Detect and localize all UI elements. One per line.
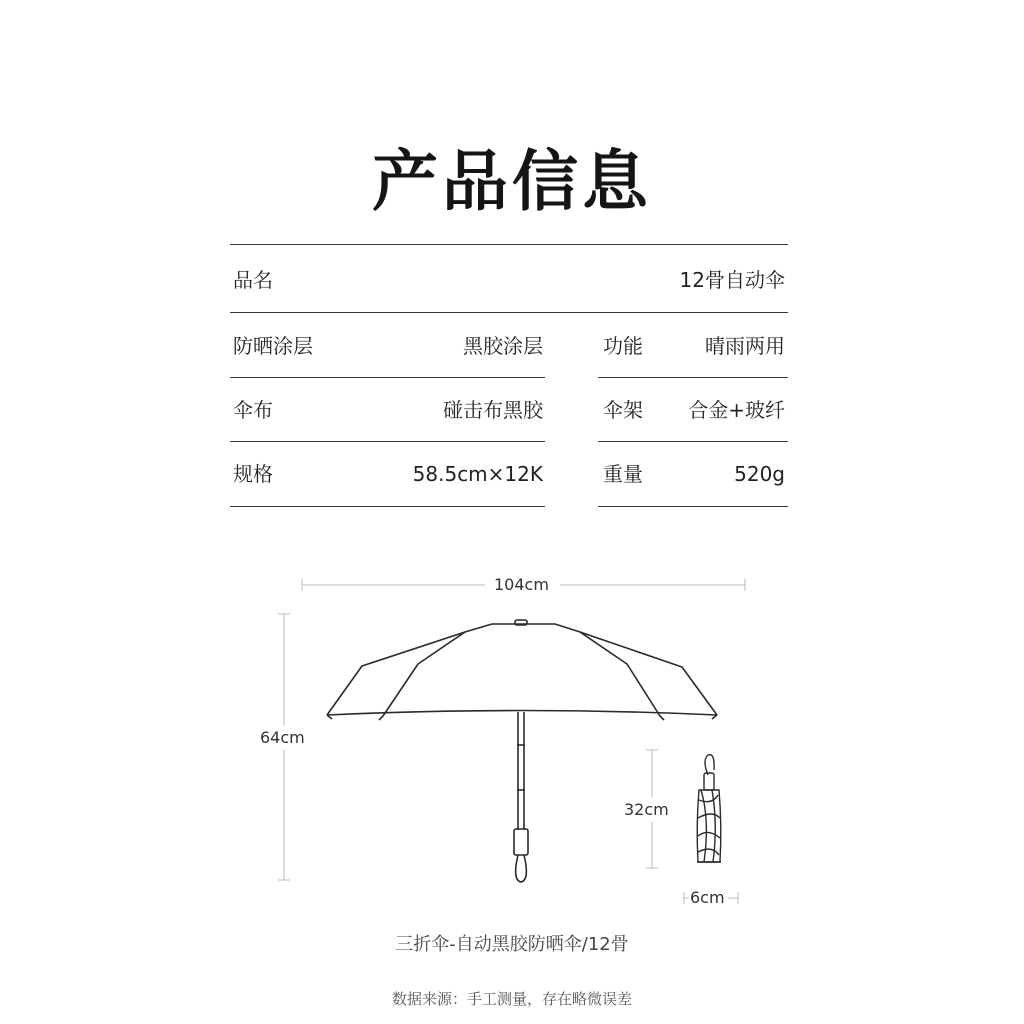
- open-umbrella-icon: [327, 620, 717, 882]
- folded-umbrella-icon: [697, 755, 721, 862]
- spec-value-size: 58.5cm×12K: [412, 462, 543, 486]
- spec-label-function: 功能: [603, 334, 643, 358]
- spec-label-name: 品名: [233, 268, 273, 292]
- open-width-label: 104cm: [494, 575, 549, 594]
- spec-value-function: 晴雨两用: [705, 334, 785, 358]
- spec-label-weight: 重量: [603, 462, 643, 486]
- data-source-note: 数据来源：手工测量，存在略微误差: [391, 990, 632, 1008]
- spec-label-size: 规格: [233, 462, 273, 486]
- spec-label-frame: 伞架: [603, 398, 643, 422]
- open-height-label: 64cm: [260, 728, 305, 747]
- product-caption: 三折伞-自动黑胶防晒伞/12骨: [395, 934, 629, 955]
- spec-label-coating: 防晒涂层: [233, 334, 313, 358]
- folded-length-label: 32cm: [624, 800, 669, 819]
- spec-value-name: 12骨自动伞: [679, 268, 785, 292]
- folded-width-label: 6cm: [690, 888, 725, 907]
- page-title: 产品信息: [372, 143, 652, 220]
- spec-value-frame: 合金+玻纤: [688, 398, 785, 422]
- spec-value-coating: 黑胶涂层: [463, 334, 543, 358]
- height-dimension-line: [278, 614, 290, 880]
- spec-value-weight: 520g: [734, 462, 785, 486]
- spec-label-fabric: 伞布: [233, 398, 273, 422]
- spec-value-fabric: 碰击布黑胶: [443, 398, 543, 422]
